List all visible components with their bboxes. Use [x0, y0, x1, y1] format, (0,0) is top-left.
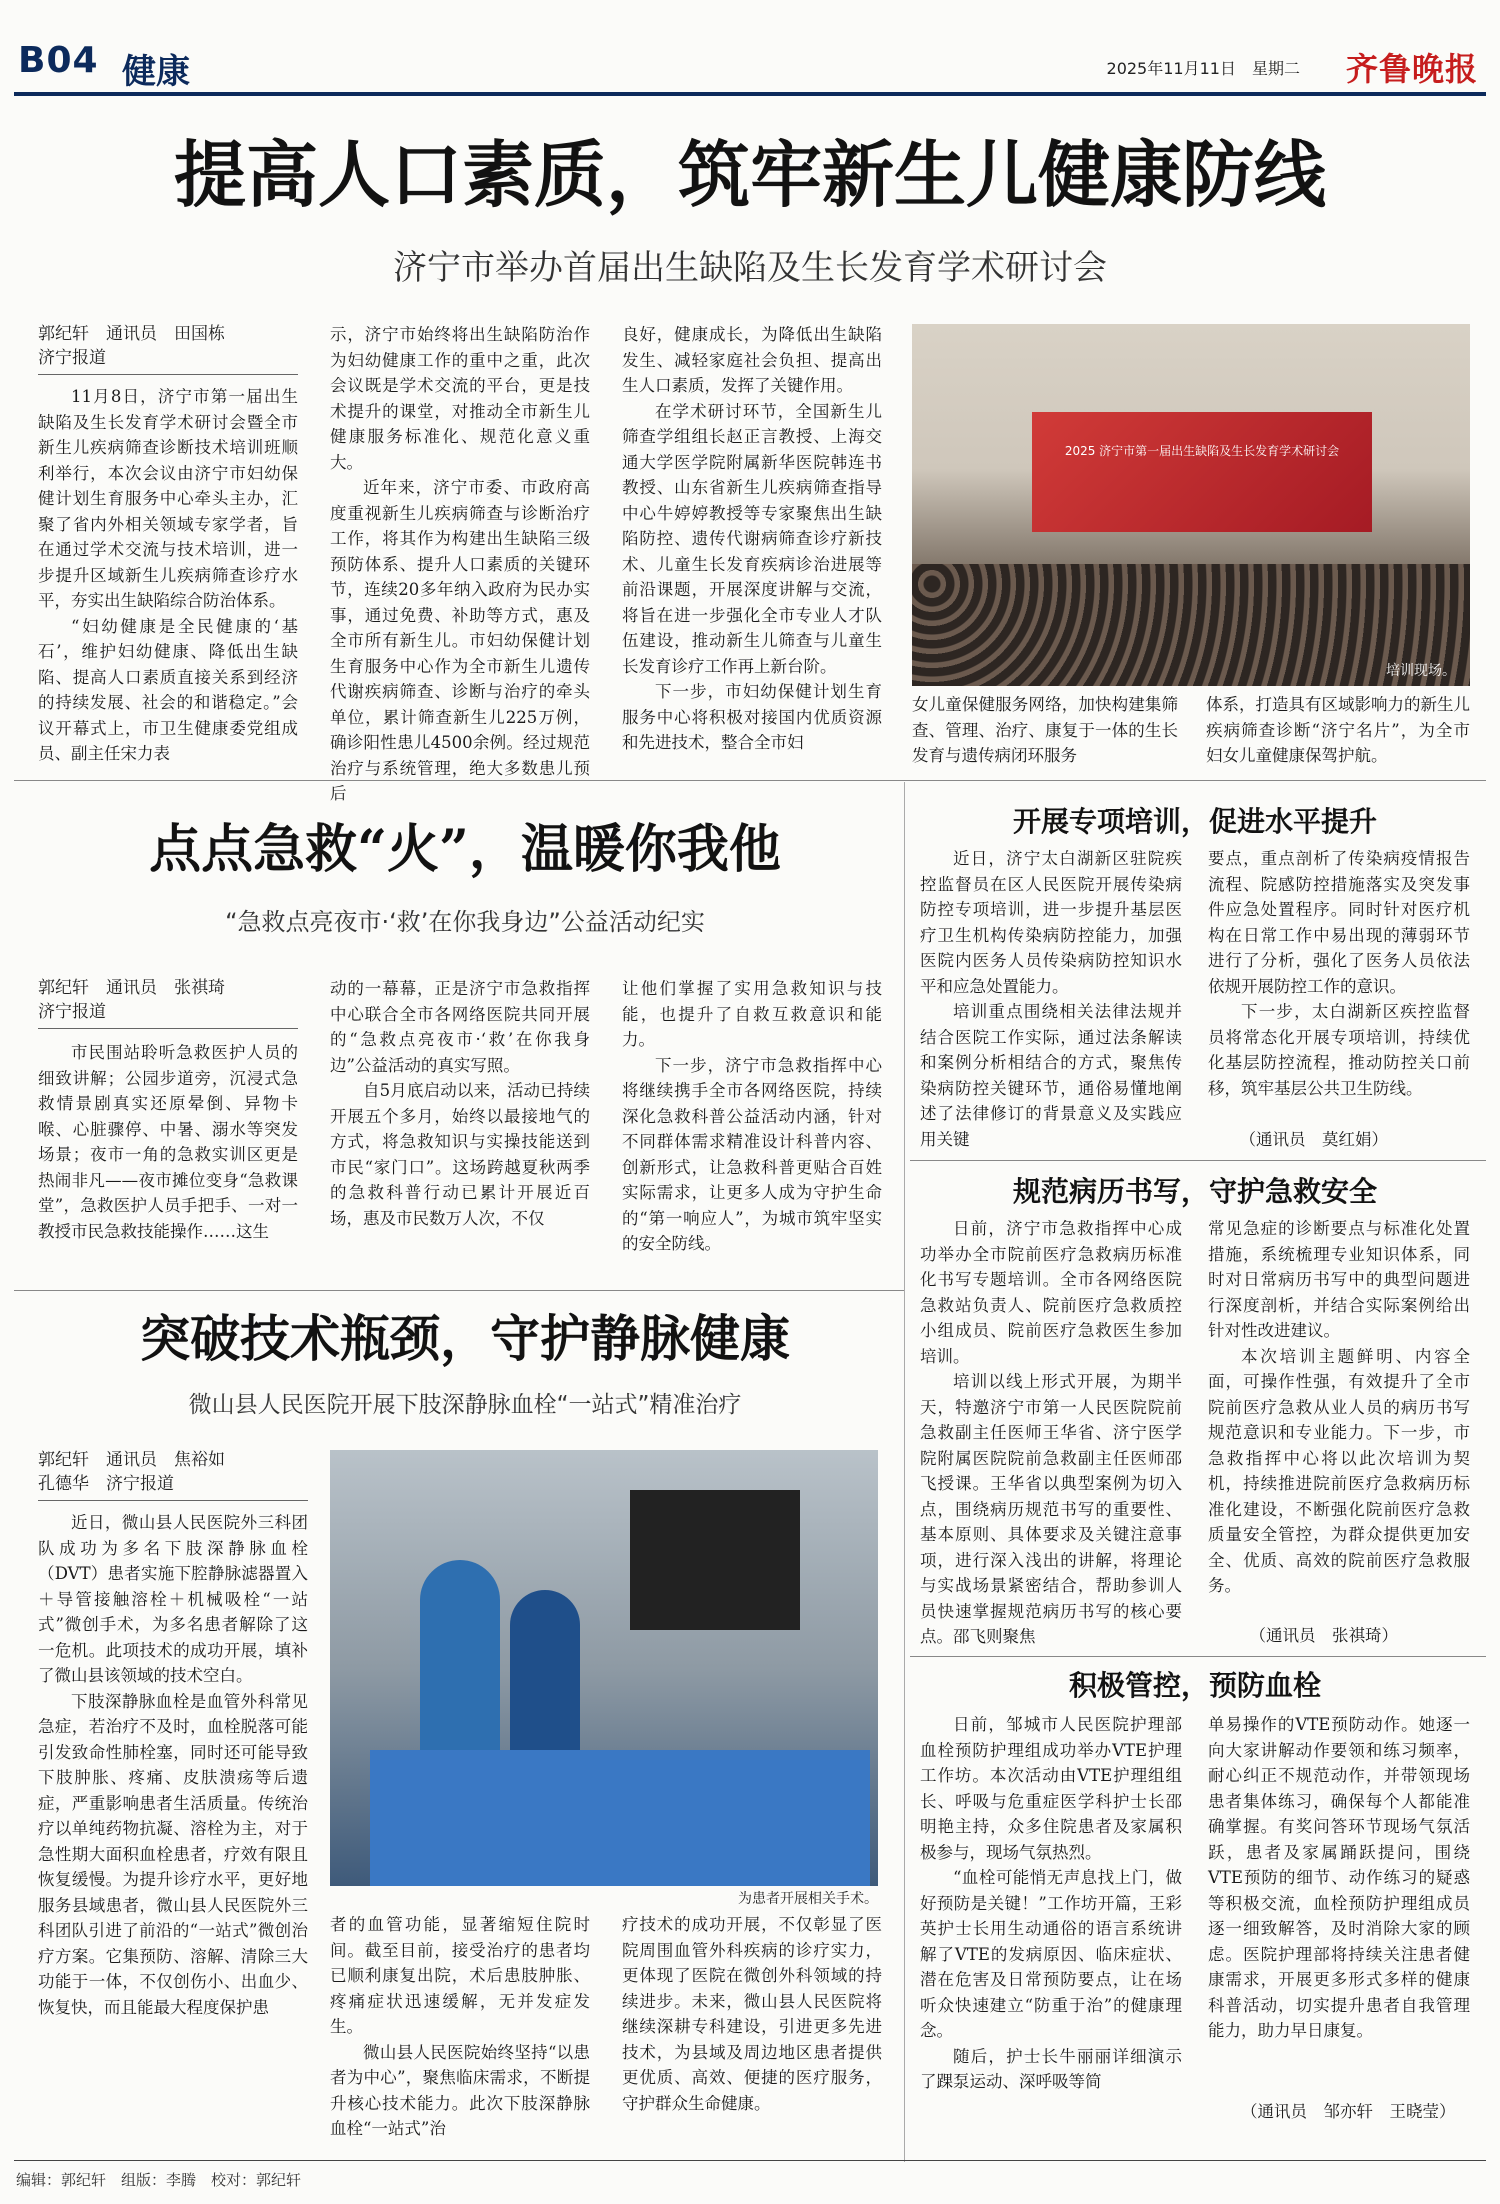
article2-subtitle: “急救点亮夜市·‘救’在你我身边”公益活动纪实 [225, 908, 705, 936]
article4-col1 [920, 846, 1182, 1152]
article3-subtitle: 微山县人民医院开展下肢深静脉血栓“一站式”精准治疗 [188, 1392, 742, 1418]
paragraph: 下一步，太白湖新区疾控监督员将常态化开展专项培训，持续优化基层防控流程，推动防控关口前移，筑牢基层公共卫生防线。 [1208, 1002, 1470, 1098]
article6-credit: （通讯员 邹亦轩 王晓莹） [1241, 2102, 1456, 2121]
paragraph: 自5月底启动以来，活动已持续开展五个多月，始终以最接地气的方式，将急救知识与实操技能送到市民“家门口”。这场跨越夏秋两季的急救科普行动已累计开展近百场，惠及市民数万人次，不仅 [330, 1081, 590, 1228]
article1-photo-caption: 培训现场。 [1386, 663, 1456, 679]
paragraph: 近日，济宁太白湖新区驻院疾控监督员在区人民医院开展传染病防控专项培训，进一步提升基层医疗卫生机构传染病防控能力，加强医院内医务人员传染病防控知识水平和应急处置能力。 [920, 849, 1182, 996]
paragraph: 良好，健康成长，为降低出生缺陷发生、减轻家庭社会负担、提高出生人口素质，发挥了关键作用。 [622, 325, 882, 395]
paragraph: 在学术研讨环节，全国新生儿筛查学组组长赵正言教授、上海交通大学医学院附属新华医院韩连书教授、山东省新生儿疾病筛查指导中心牛婷婷教授等专家聚焦出生缺陷防控、遗传代谢病筛查诊疗新技术、儿童生长发育疾病诊治进展等前沿课题，开展深度讲解与交流，将旨在进一步强化全市专业人才队伍建设，推动新生儿筛查与儿童生长发育诊疗工作再上新台阶。 [622, 401, 882, 676]
article5-credit: （通讯员 张祺琦） [1249, 1626, 1398, 1645]
article2-col3 [622, 976, 882, 1272]
paragraph: 近年来，济宁市委、市政府高度重视新生儿疾病筛查与诊断治疗工作，将其作为构建出生缺陷三级预防体系、提升人口素质的关键环节，连续20多年纳入政府为民办实事，通过免费、补助等方式，惠及全市所有新生儿。市妇幼保健计划生育服务中心作为全市新生儿遗传代谢疾病筛查、诊断与治疗的牵头单位，累计筛查新生儿225万例，确诊阳性患儿4500余例。经过规范治疗与系统管理，绝大多数患儿预后 [330, 478, 590, 803]
paragraph: 市民围站聆听急救医护人员的细致讲解；公园步道旁，沉浸式急救情景剧真实还原晕倒、异物卡喉、心脏骤停、中暑、溺水等突发场景；夜市一角的急救实训区更是热闹非凡——夜市摊位变身“急救课堂”，急救医护人员手把手、一对一教授市民急救技能操作……这生 [38, 1043, 298, 1241]
newspaper-logo: 齐鲁晚报 [1345, 50, 1478, 88]
paragraph: 体系，打造具有区域影响力的新生儿疾病筛查诊断“济宁名片”，为全市妇女儿童健康保驾护航。 [1206, 695, 1470, 765]
paragraph: 下一步，济宁市急救指挥中心将继续携手全市各网络医院，持续深化急救科普公益活动内涵，针对不同群体需求精准设计科普内容、创新形式，让急救科普更贴合百姓实际需求，让更多人成为守护生命的“第一响应人”，为城市筑牢坚实的安全防线。 [622, 1055, 882, 1253]
paragraph: 本次培训主题鲜明、内容全面，可操作性强，有效提升了全市院前医疗急救从业人员的病历书写规范意识和专业能力。下一步，市急救指挥中心将以此次培训为契机，持续推进院前医疗急救病历标准化建设，不断强化院前医疗急救质量安全管控，为群众提供更加安全、优质、高效的院前医疗急救服务。 [1208, 1346, 1470, 1595]
paragraph: 随后，护士长牛丽丽详细演示了踝泵运动、深呼吸等简 [920, 2046, 1182, 2091]
article1-col1 [38, 384, 298, 768]
article1-col2 [330, 322, 590, 803]
paragraph: 女儿童保健服务网络，加快构建集筛查、管理、治疗、康复于一体的生长发育与遗传病闭环服务 [912, 695, 1178, 765]
byline-line1: 郭纪轩 通讯员 张祺琦 [38, 978, 225, 998]
article2-col2 [330, 976, 590, 1272]
article6-col1 [920, 1712, 1182, 2148]
byline-line1: 郭纪轩 通讯员 田国栋 [38, 324, 225, 344]
paragraph: 近日，微山县人民医院外三科团队成功为多名下肢深静脉血栓（DVT）患者实施下腔静脉滤器置入＋导管接触溶栓＋机械吸栓“一站式”微创手术，为多名患者解除了这一危机。此项技术的成功开展，填补了微山县该领域的技术空白。 [38, 1513, 308, 1685]
paragraph: 日前，邹城市人民医院护理部血栓预防护理组成功举办VTE护理工作坊。本次活动由VTE护理组组长、呼吸与危重症医学科护士长邵明艳主持，众多住院患者及家属积极参与，现场气氛热烈。 [920, 1715, 1182, 1862]
article3-photo [330, 1450, 878, 1886]
article2-title: 点点急救“火”，温暖你我他 [149, 819, 781, 880]
section-divider [910, 1656, 1486, 1657]
article1-title: 提高人口素质，筑牢新生儿健康防线 [173, 132, 1326, 217]
article1-subtitle: 济宁市举办首届出生缺陷及生长发育学术研讨会 [393, 248, 1107, 288]
paragraph: 要点，重点剖析了传染病疫情报告流程、院感防控措施落实及突发事件应急处置程序。同时针对医疗机构在日常工作中易出现的薄弱环节进行了分析，强化了医务人员依法依规开展防控工作的意识。 [1208, 849, 1470, 996]
article1-col4 [912, 692, 1178, 768]
paragraph: 疗技术的成功开展，不仅彰显了医院周围血管外科疾病的诊疗实力，更体现了医院在微创外科领域的持续进步。未来，微山县人民医院将继续深耕专科建设，引进更多先进技术，为县域及周边地区患者提供更优质、高效、便捷的医疗服务，守护群众生命健康。 [622, 1915, 882, 2113]
article4-col2 [1208, 846, 1470, 1126]
article5-col1 [920, 1216, 1182, 1650]
paragraph: 者的血管功能，显著缩短住院时间。截至目前，接受治疗的患者均已顺利康复出院，术后患肢肿胀、疼痛症状迅速缓解，无并发症发生。 [330, 1915, 590, 2036]
paragraph: 动的一幕幕，正是济宁市急救指挥中心联合全市各网络医院共同开展的“急救点亮夜市·‘救’在你我身边”公益活动的真实写照。 [330, 979, 590, 1075]
paragraph: “妇幼健康是全民健康的‘基石’，维护妇幼健康、降低出生缺陷、提高人口素质直接关系到经济的持续发展、社会的和谐稳定。”会议开幕式上，市卫生健康委党组成员、副主任宋力表 [38, 616, 298, 763]
article2-byline [38, 976, 298, 1024]
article3-byline [38, 1448, 308, 1496]
conference-banner [1032, 412, 1372, 532]
page-number: B04 [18, 40, 99, 81]
page-footer: 编辑：郭纪轩 组版：李腾 校对：郭纪轩 [16, 2171, 302, 2189]
section-divider [14, 780, 1486, 781]
article1-byline [38, 322, 298, 370]
paragraph: 11月8日，济宁市第一届出生缺陷及生长发育学术研讨会暨全市新生儿疾病筛查诊断技术培训班顺利举行，本次会议由济宁市妇幼保健计划生育服务中心牵头主办，汇聚了省内外相关领域专家学者，旨在通过学术交流与技术培训，进一步提升区域新生儿疾病筛查诊疗水平，夯实出生缺陷综合防治体系。 [38, 387, 298, 610]
surgery-monitor [630, 1490, 800, 1630]
byline-line2: 孔德华 济宁报道 [38, 1474, 174, 1494]
article3-col1 [38, 1510, 308, 2142]
section-name: 健康 [122, 52, 190, 92]
footer-rule [14, 2160, 1486, 2161]
paragraph: 常见急症的诊断要点与标准化处置措施，系统梳理专业知识体系，同时对日常病历书写中的典型问题进行深度剖析，并结合实际案例给出针对性改进建议。 [1208, 1219, 1470, 1340]
article1-photo [912, 324, 1470, 686]
paragraph: 下肢深静脉血栓是血管外科常见急症，若治疗不及时，血栓脱落可能引发致命性肺栓塞，同时还可能导致下肢肿胀、疼痛、皮肤溃疡等后遗症，严重影响患者生活质量。传统治疗以单纯药物抗凝、溶栓为主，对于急性期大面积血栓患者，疗效有限且恢复缓慢。为提升诊疗水平，更好地服务县域患者，微山县人民医院外三科团队引进了前沿的“一站式”微创治疗方案。它集预防、溶解、清除三大功能于一体，不仅创伤小、出血少、恢复快，而且能最大程度保护患 [38, 1691, 308, 2017]
paragraph: 示，济宁市始终将出生缺陷防治作为妇幼健康工作的重中之重，此次会议既是学术交流的平台，更是技术提升的课堂，对推动全市新生儿健康服务标准化、规范化意义重大。 [330, 325, 590, 472]
banner-text: 2025 济宁市第一届出生缺陷及生长发育学术研讨会 [1064, 444, 1340, 458]
article6-col2 [1208, 1712, 1470, 2098]
date-text: 2025年11月11日 [1106, 59, 1236, 78]
paragraph: 培训以线上形式开展，为期半天，特邀济宁市第一人民医院院前急救副主任医师王华省、济宁医学院附属医院院前急救副主任医师邵飞授课。王华省以典型案例为切入点，围绕病历规范书写的重要性、基本原则、具体要求及关键注意事项，进行深入浅出的讲解，将理论与实战场景紧密结合，帮助参训人员快速掌握规范病历书写的核心要点。邵飞则聚焦 [920, 1372, 1182, 1646]
section-divider [910, 1160, 1486, 1161]
section-divider [14, 1290, 904, 1291]
issue-date [1107, 56, 1300, 79]
paragraph: 让他们掌握了实用急救知识与技能，也提升了自救互救意识和能力。 [622, 979, 882, 1049]
article4-title: 开展专项培训，促进水平提升 [1012, 805, 1377, 838]
article5-title: 规范病历书写，守护急救安全 [1012, 1175, 1377, 1208]
article4-credit: （通讯员 莫红娟） [1239, 1130, 1388, 1149]
paragraph: 下一步，市妇幼保健计划生育服务中心将积极对接国内优质资源和先进技术，整合全市妇 [622, 682, 882, 752]
paragraph: 培训重点围绕相关法律法规并结合医院工作实际，通过法条解读和案例分析相结合的方式，聚焦传染病防控关键环节，通俗易懂地阐述了法律修订的背景意义及实践应用关键 [920, 1002, 1182, 1149]
article6-title: 积极管控，预防血栓 [1068, 1669, 1321, 1702]
article3-title: 突破技术瓶颈，守护静脉健康 [140, 1309, 790, 1368]
byline-rule [38, 374, 298, 375]
masthead-rule [14, 92, 1486, 96]
weekday-text: 星期二 [1251, 59, 1300, 78]
paragraph: 单易操作的VTE预防动作。她逐一向大家讲解动作要领和练习频率，耐心纠正不规范动作，并带领现场患者集体练习，确保每个人都能准确掌握。有奖问答环节现场气氛活跃，患者及家属踊跃提问，围绕VTE预防的细节、动作练习的疑惑等积极交流，血栓预防护理组成员逐一细致解答，及时消除大家的顾虑。医院护理部将持续关注患者健康需求，开展更多形式多样的健康科普活动，切实提升患者自我管理能力，助力早日康复。 [1208, 1715, 1470, 2040]
article1-col3 [622, 322, 882, 768]
byline-line2: 济宁报道 [38, 1002, 106, 1022]
article3-photo-caption: 为患者开展相关手术。 [738, 1891, 878, 1907]
article3-col3 [622, 1912, 882, 2142]
byline-rule [38, 1500, 308, 1501]
article1-col5 [1206, 692, 1470, 768]
paragraph: 微山县人民医院始终坚持“以患者为中心”，聚焦临床需求，不断提升核心技术能力。此次下肢深静脉血栓“一站式”治 [330, 2042, 590, 2138]
byline-line2: 济宁报道 [38, 348, 106, 368]
paragraph: 日前，济宁市急救指挥中心成功举办全市院前医疗急救病历标准化书写专题培训。全市各网络医院急救站负责人、院前医疗急救质控小组成员、院前医疗急救医生参加培训。 [920, 1219, 1182, 1366]
byline-line1: 郭纪轩 通讯员 焦裕如 [38, 1450, 225, 1470]
article5-col2 [1208, 1216, 1470, 1620]
article3-col2 [330, 1912, 590, 2142]
article2-col1 [38, 1040, 298, 1272]
operating-table [370, 1750, 870, 1886]
paragraph: “血栓可能悄无声息找上门，做好预防是关键！”工作坊开篇，王彩英护士长用生动通俗的语言系统讲解了VTE的发病原因、临床症状、潜在危害及日常预防要点，让在场听众快速建立“防重于治”的健康理念。 [920, 1868, 1182, 2040]
byline-rule [38, 1028, 298, 1029]
column-divider [904, 782, 905, 2162]
